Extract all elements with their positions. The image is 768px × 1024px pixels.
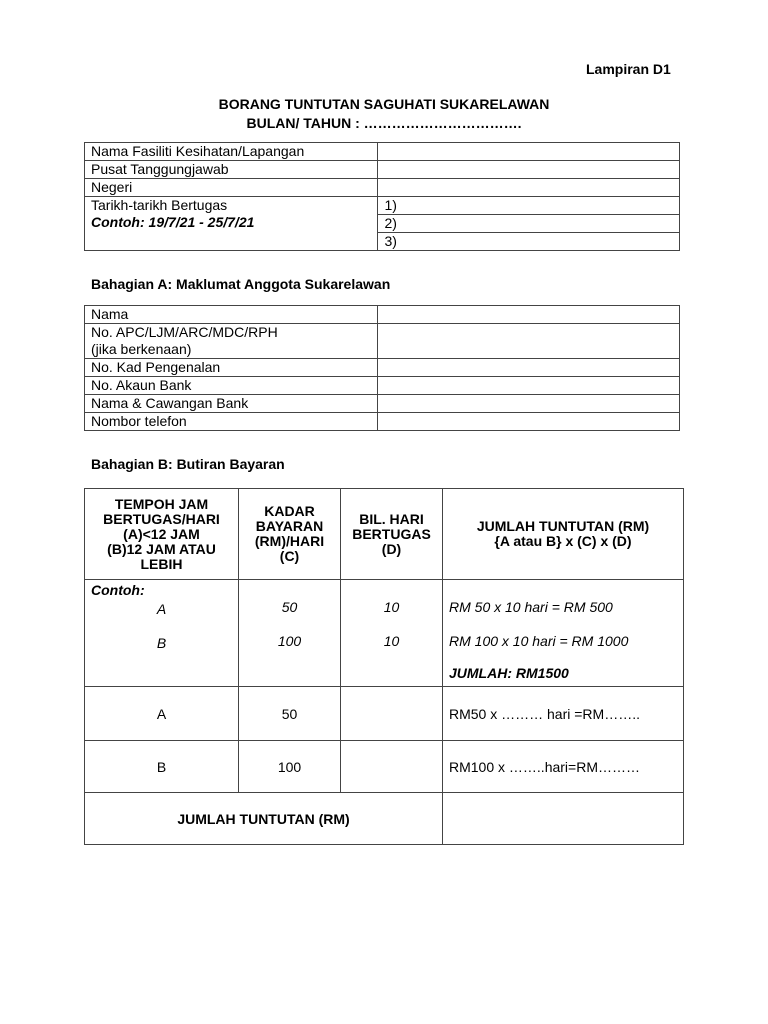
facility-name-label: Nama Fasiliti Kesihatan/Lapangan xyxy=(85,143,378,161)
header-line: (A)<12 JAM xyxy=(123,525,200,542)
bank-name-branch-label: Nama & Cawangan Bank xyxy=(85,395,378,413)
ic-number-label: No. Kad Pengenalan xyxy=(85,359,378,377)
responsibility-center-field[interactable] xyxy=(378,161,680,179)
example-rate-a: 50 xyxy=(281,599,298,615)
example-calc-a: RM 50 x 10 hari = RM 500 xyxy=(449,599,613,615)
example-calc-b: RM 100 x 10 hari = RM 1000 xyxy=(449,633,629,649)
header-line: {A atau B} x (C) x (D) xyxy=(494,533,632,549)
name-label: Nama xyxy=(85,306,378,324)
row-a-calc[interactable]: RM50 x ……… hari =RM…….. xyxy=(443,687,684,741)
header-rate xyxy=(239,489,341,580)
header-duty-hours xyxy=(85,489,239,580)
bank-account-label: No. Akaun Bank xyxy=(85,377,378,395)
header-line: KADAR xyxy=(264,503,315,519)
header-line: (B)12 JAM ATAU xyxy=(107,540,216,557)
example-calc-cell xyxy=(443,580,684,687)
row-b-days-field[interactable] xyxy=(341,741,443,793)
facility-name-field[interactable] xyxy=(378,143,680,161)
bank-account-field[interactable] xyxy=(378,377,680,395)
apc-number-label-cell xyxy=(85,324,378,359)
example-type-a: A xyxy=(156,601,167,617)
section-a-heading: Bahagian A: Maklumat Anggota Sukarelawan xyxy=(91,276,391,292)
form-title: BORANG TUNTUTAN SAGUHATI SUKARELAWAN xyxy=(218,96,550,112)
header-line: TEMPOH JAM xyxy=(114,495,209,512)
bank-name-branch-field[interactable] xyxy=(378,395,680,413)
header-line: BERTUGAS xyxy=(352,525,431,542)
header-line: JUMLAH TUNTUTAN (RM) xyxy=(476,518,650,534)
payment-row-b xyxy=(85,741,684,793)
row-a-days-field[interactable] xyxy=(341,687,443,741)
duty-dates-label: Tarikh-tarikh Bertugas xyxy=(91,197,228,213)
duty-dates-label-cell xyxy=(85,197,378,251)
apc-number-note: (jika berkenaan) xyxy=(91,341,192,357)
example-days-cell xyxy=(341,580,443,687)
lampiran-label: Lampiran D1 xyxy=(586,61,671,77)
example-type-cell xyxy=(85,580,239,687)
example-row xyxy=(85,580,684,687)
header-line: (D) xyxy=(381,540,402,557)
facility-table xyxy=(84,142,680,251)
state-field[interactable] xyxy=(378,179,680,197)
phone-number-field[interactable] xyxy=(378,413,680,431)
example-days-b: 10 xyxy=(383,633,400,649)
header-total-claim xyxy=(443,489,684,580)
header-line: LEBIH xyxy=(140,555,183,572)
payment-row-a xyxy=(85,687,684,741)
example-total: JUMLAH: RM1500 xyxy=(449,665,569,681)
payment-header-row xyxy=(85,489,684,580)
phone-number-label: Nombor telefon xyxy=(85,413,378,431)
apc-number-field[interactable] xyxy=(378,324,680,359)
header-line: BIL. HARI xyxy=(359,510,424,527)
row-a-rate: 50 xyxy=(239,687,341,741)
header-line: BERTUGAS/HARI xyxy=(103,510,220,527)
total-row xyxy=(85,793,684,845)
duty-date-slot-3[interactable]: 3) xyxy=(378,233,680,251)
volunteer-info-table xyxy=(84,305,680,431)
row-b-type: B xyxy=(85,741,239,793)
section-b-heading: Bahagian B: Butiran Bayaran xyxy=(91,456,285,472)
total-claim-label: JUMLAH TUNTUTAN (RM) xyxy=(85,793,443,845)
example-label: Contoh: xyxy=(91,582,145,598)
example-rate-cell xyxy=(239,580,341,687)
example-rate-b: 100 xyxy=(277,633,302,649)
responsibility-center-label: Pusat Tanggungjawab xyxy=(85,161,378,179)
duty-date-slot-2[interactable]: 2) xyxy=(378,215,680,233)
duty-date-slot-1[interactable]: 1) xyxy=(378,197,680,215)
row-b-rate: 100 xyxy=(239,741,341,793)
header-line: (RM)/HARI xyxy=(254,533,325,549)
name-field[interactable] xyxy=(378,306,680,324)
form-subtitle: BULAN/ TAHUN : ……………………………. xyxy=(246,115,522,131)
header-line: BAYARAN xyxy=(255,518,324,534)
payment-table xyxy=(84,488,684,845)
row-b-calc[interactable]: RM100 x ……..hari=RM……… xyxy=(443,741,684,793)
row-a-type: A xyxy=(85,687,239,741)
example-days-a: 10 xyxy=(383,599,400,615)
state-label: Negeri xyxy=(85,179,378,197)
ic-number-field[interactable] xyxy=(378,359,680,377)
header-line: (C) xyxy=(279,548,300,564)
header-days xyxy=(341,489,443,580)
total-claim-field[interactable] xyxy=(443,793,684,845)
duty-dates-example: Contoh: 19/7/21 - 25/7/21 xyxy=(91,214,255,230)
example-type-b: B xyxy=(156,635,167,651)
apc-number-label: No. APC/LJM/ARC/MDC/RPH xyxy=(91,324,278,340)
